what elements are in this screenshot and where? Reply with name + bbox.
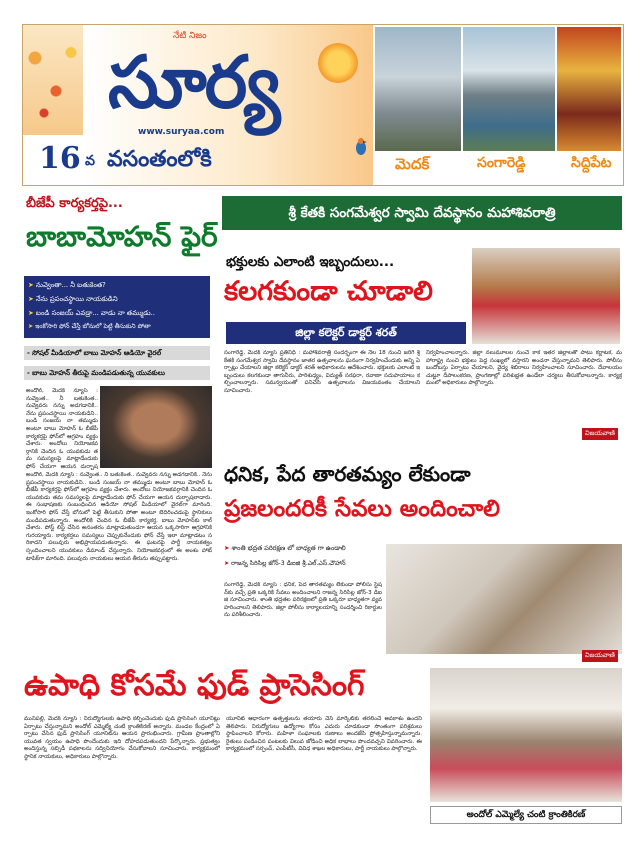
bullet-arrow-icon: ➤: [224, 544, 232, 552]
festival-photo: [472, 248, 620, 344]
services-bullets: [224, 540, 382, 578]
food-body-col2: యూనిట్ ఆధారంగా ఉత్పత్తులను తయారు చేసి మార్కెట్‌కు తరలించే అవకాశం ఉందని తెలిపారు. నిరుద్యోగులు ఉద్యోగాల కోసం ఎదురు చూడకుండా సొంతంగా పరిశ్రమలు స్థాపించాలని కోరారు. మహిళా సంఘాలకు రుణాలు అందజేసి ప్రోత్సహిస్తున్నామన్నారు. రైతులు పండించిన పంటలకు విలువ జోడించి అధిక లాభాలు పొందవచ్చని వివరించారు. ఈ కార్యక్రమంలో సర్పంచ్, ఎంపీటీసీ, వివిధ శాఖల అధికారులు, పార్టీ నాయకులు పాల్గొన్నారు.: [226, 716, 422, 753]
bird-icon: [353, 137, 369, 157]
brand-logo: సూర్య: [108, 40, 279, 124]
masthead-tagline: నేటి నిజం: [173, 31, 207, 41]
site-url[interactable]: www.suryaa.com: [138, 127, 225, 137]
services-headline-line1: ధనిక, పేద తారతమ్యం లేకుండా: [224, 462, 471, 486]
left-story-kicker: బీజేపీ కార్యకర్తపై...: [26, 196, 123, 211]
bullet-arrow-icon: ➤: [28, 295, 36, 303]
bullet-arrow-icon: ➤: [28, 309, 36, 317]
anniversary-text: వసంతంలోకి: [107, 147, 212, 172]
masthead: [22, 24, 624, 186]
left-story-subpoint: - బాబు మోహన్ తీరుపై మండిపడుతున్న యువకులు: [24, 366, 210, 380]
festival-headline-big: కలగకుండా చూడాలి: [224, 276, 433, 307]
services-photo: [386, 544, 622, 654]
left-story-subpoint: - సోషల్ మీడియాలో బాబు మోహన్ ఆడియో వైరల్: [24, 346, 210, 360]
bullet-item: ➤ రాజన్న సిరిసిల్ల జోన్-3 డిఐజి శ్రీ.ఎల్.ఎస్.చౌహాన్: [224, 560, 346, 567]
bullet-arrow-icon: ➤: [224, 560, 232, 567]
bullet-item: ➤ ఇంకోసారి ఫోన్ చేస్తే బోనులో పెట్టి తీసుకుని పోతా: [28, 323, 151, 330]
bullet-item: ➤ నేను ప్రపంచస్థాయి నాయకుడిని: [28, 295, 118, 303]
services-headline-line2: ప్రజలందరికీ సేవలు అందించాలి: [224, 496, 500, 522]
festival-byline: జిల్లా కలెక్టర్ డాక్టర్ శరత్: [226, 322, 466, 344]
photo-siddipet: [557, 27, 621, 151]
festival-credit: విజయవాణి: [582, 428, 618, 440]
photo-sangareddy: [463, 27, 555, 151]
left-story-body-cont: అందోల్, మెదక్ న్యూస్ : నువ్వెంత.. నీ బతుకెంత.. నువ్వెవరు నన్ను అడగడానికి.. నేను ప్రపంచస్థాయి నాయకుడిని.. బండి సంజయ్ నా తమ్ముడు అంటూ బాబు మోహన్ ఓ బీజేపీ కార్యకర్తపై ఫోన్‌లో ఆగ్రహం వ్యక్తం చేశారు. అందోలు నియోజకవర్గానికి చెందిన ఓ యువకుడు తమ సమస్యలపై మాట్లాడేందుకు ఫోన్ చేయగా ఆయన దుర్భాషలాడారు. ఈ సంభాషణకు సంబంధించిన ఆడియో సోషల్ మీడియాలో వైరల్‌గా మారింది. ఇంకోసారి ఫోన్ చేస్తే బోనులో పెట్టి తీసుకుని పోతా అంటూ బెదిరించడంపై స్థానికులు మండిపడుతున్నారు. అందోలికి చెందిన ఓ బీజేపీ కార్యకర్త, బాబు మోహన్‌కు కాల్ చేశారు. పోస్ట్ లిస్ట్ చేసిన అనంతరం మాట్లాడుతుండగా ఆయన ఒక్కసారిగా ఆగ్రహానికి గురయ్యారు. కార్యకర్తలు సమస్యలు చెప్పుకునేందుకు ఫోన్ చేస్తే ఇలా మాట్లాడటం సరికాదని పలువురు అభిప్రాయపడుతున్నారు. ఈ ఘటనపై పార్టీ నాయకత్వం స్పందించాలని యువకులు డిమాండ్ చేస్తున్నారు. నియోజకవర్గంలో ఈ అంశం హాట్ టాపిక్‌గా మారింది. పలువురు నాయకులు ఆయన తీరును తప్పుపట్టారు.: [26, 472, 212, 562]
photo-label-medak: మెదక్: [395, 155, 430, 173]
services-credit: విజయవాణి: [582, 650, 618, 662]
bullet-item: ➤ శాంతి భద్రత పరిరక్షణ లో బాధ్యత గా ఉండాలి: [224, 544, 346, 552]
bullet-item: ➤ బండి సంజయ్ ఎవడ్రా... వాడు నా తమ్ముడు..: [28, 309, 155, 317]
left-story-body: అందోల్, మెదక్ న్యూస్ : నువ్వెంత.. నీ బతుకెంత.. నువ్వెవరు నన్ను అడగడానికి.. నేను ప్రపంచస్థాయి నాయకుడిని.. బండి సంజయ్ నా తమ్ముడు అంటూ బాబు మోహన్ ఓ బీజేపీ కార్యకర్తపై ఫోన్‌లో ఆగ్రహం వ్యక్తం చేశారు. అందోలు నియోజకవర్గానికి చెందిన ఓ యువకుడు తమ సమస్యలపై మాట్లాడేందుకు ఫోన్ చేయగా ఆయన దుర్భాష: [26, 388, 98, 470]
food-headline: ఉపాధి కోసమే ఫుడ్ ప్రాసెసింగ్: [24, 668, 365, 703]
photo-label-siddipet: సిద్దిపేట: [571, 155, 612, 171]
anniversary-suffix: వ: [85, 153, 95, 169]
food-photo: [430, 668, 622, 802]
photo-medak: [375, 27, 461, 151]
left-story-headline: బాబామోహన్ ఫైర్: [26, 220, 218, 253]
festival-body-col2: నిర్వహించాలన్నారు. జిల్లా నలుమూలల నుంచే కాక ఇతర జిల్లాలతో పాటు కర్ణాటక, మహారాష్ట్ర నుంచి భక్తులు పెద్ద సంఖ్యలో వస్తారని అంచనా వేస్తున్నామని తెలిపారు. పోలీసు బందోబస్తు ఏర్పాటు చేయాలని, వైద్య శిబిరాలు నిర్వహించాలని సూచించారు. దేవాలయం చుట్టూ దీపాలంకరణ, ప్రాంగణాల్లో పరిశుభ్రత ఉండేలా చర్యలు తీసుకోవాలన్నారు. కార్యక్రమంలో అధికారులు పాల్గొన్నారు.: [426, 350, 622, 387]
food-body-col1: మునిపల్లి, మెదక్ న్యూస్ : నిరుద్యోగులకు ఉపాధి కల్పించేందుకు ఫుడ్ ప్రాసెసింగ్ యూనిట్లు ఏర్పాటు చేస్తున్నామని అందోల్ ఎమ్మెల్యే చంటి క్రాంతికిరణ్ అన్నారు. మండల కేంద్రంలో ఏర్పాటు చేసిన ఫుడ్ ప్రాసెసింగ్ యూనిట్‌ను ఆయన ప్రారంభించారు. గ్రామీణ ప్రాంతాల్లోని యువత స్వయం ఉపాధి పొందేందుకు ఇది దోహదపడుతుందని పేర్కొన్నారు. ప్రభుత్వం అందిస్తున్న సబ్సిడీ పథకాలను సద్వినియోగం చేసుకోవాలని సూచించారు. కార్యక్రమంలో స్థానిక నాయకులు, అధికారులు పాల్గొన్నారు.: [24, 716, 220, 760]
bullet-arrow-icon: ➤: [28, 281, 36, 289]
flower-decoration: [23, 25, 83, 135]
festival-body-col1: సంగారెడ్డి, మెదక్ న్యూస్ ప్రతినిధి : మహాశివరాత్రి సందర్భంగా ఈ నెల 18 నుంచి జరిగే శ్రీ కేతకి సంగమేశ్వర స్వామి దేవస్థానం జాతర ఉత్సవాలను ఘనంగా నిర్వహించేందుకు అన్ని ఏర్పాట్లు చేయాలని జిల్లా కలెక్టర్ డాక్టర్ శరత్ అధికారులను ఆదేశించారు. భక్తులకు ఎలాంటి ఇబ్బందులు కలగకుండా తాగునీరు, పారిశుధ్యం, విద్యుత్ సరఫరా, రవాణా సదుపాయాలు కల్పించాలన్నారు. సమన్వయంతో పనిచేసి ఉత్సవాలను విజయవంతం చేయాలని సూచించారు.: [224, 350, 420, 394]
food-caption: అందోల్ ఎమ్మెల్యే చంటి క్రాంతికిరణ్: [430, 806, 622, 824]
bullet-arrow-icon: ➤: [28, 323, 36, 330]
photo-label-sangareddy: సంగారెడ్డి: [477, 155, 526, 171]
anniversary-number: 16: [39, 141, 81, 176]
services-body: సంగారెడ్డి, మెదక్ న్యూస్ : ధనిక, పేద తారతమ్యం లేకుండా పోలీసు స్టేషన్‌కు వచ్చే ప్రతి ఒక్కరికి సేవలు అందించాలని రాజన్న సిరిసిల్ల జోన్-3 డిఐజి సూచించారు. శాంతి భద్రతల పరిరక్షణలో ప్రతి ఒక్కరూ బాధ్యతగా వ్యవహరించాలని తెలిపారు. జిల్లా పోలీసు కార్యాలయాన్ని సందర్శించి రికార్డులను పరిశీలించారు.: [224, 582, 382, 619]
festival-headline-small: భక్తులకు ఎలాంటి ఇబ్బందులు...: [226, 254, 395, 270]
sun-icon: [318, 43, 358, 83]
festival-banner: శ్రీ కేతకి సంగమేశ్వర స్వామి దేవస్థానం మహాశివరాత్రి: [222, 196, 622, 230]
bullet-item: ➤ నువ్వెంతా... నీ బతుకెంత?: [28, 281, 106, 289]
left-story-bullets: [24, 276, 210, 338]
left-story-photo: [100, 386, 212, 468]
